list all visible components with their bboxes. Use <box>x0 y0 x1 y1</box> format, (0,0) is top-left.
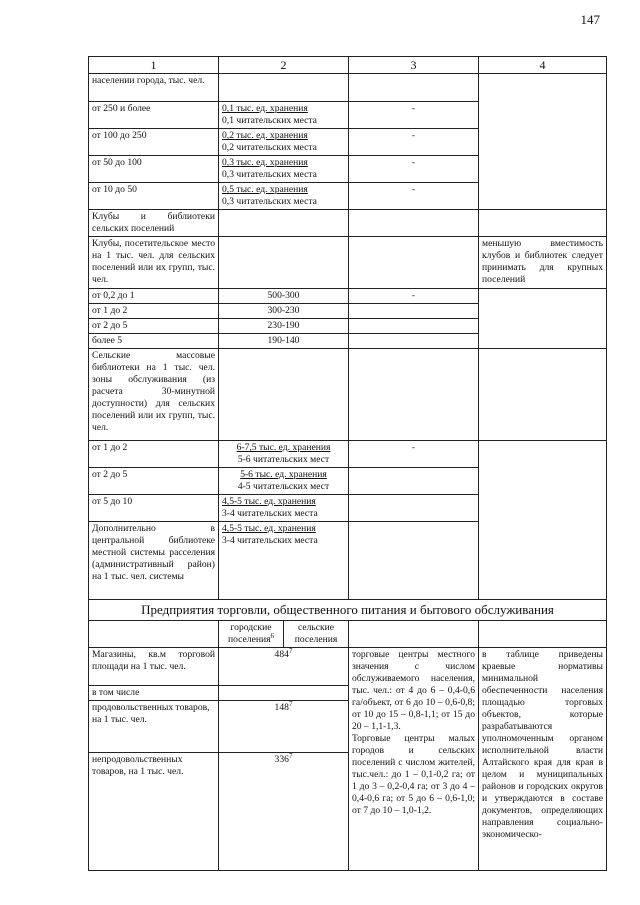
row-label: от 50 до 100 <box>89 156 219 183</box>
norm-cell <box>219 129 349 156</box>
norm-cell <box>219 74 349 102</box>
notes-cell: в таблице приведены краевые нормативы минимальной обеспеченности населения площадью торговых объектов, которые разрабатываются уполномоченным органом исполнительной власти Алтайского края для края в целом и муниципальных районов и городских округов и утверждаются в составе документов, определяющих направления социально-экономическо- <box>479 648 607 871</box>
footnote-mark: 7 <box>288 646 293 655</box>
footnote-mark: 6 <box>270 631 275 640</box>
reader-seats: 4-5 читательских мест <box>237 481 330 492</box>
norm-cell <box>219 468 349 495</box>
urban-header: городские поселения$^6$ <box>219 621 284 647</box>
row-label: более 5 <box>89 334 219 349</box>
table-row <box>89 349 607 441</box>
site-cell: - <box>349 156 479 183</box>
footnote-mark: 7 <box>288 699 293 708</box>
column-number: 2 <box>219 57 349 74</box>
row-label: продовольственных товаров, на 1 тыс. чел. <box>89 701 219 753</box>
storage-units: 6-7,5 тыс. ед. хранения <box>236 442 331 453</box>
table-row <box>89 441 607 468</box>
reader-seats: 5-6 читательских мест <box>237 454 330 465</box>
row-label: от 250 и более <box>89 102 219 129</box>
row-label: от 5 до 10 <box>89 495 219 522</box>
notes-cell: меньшую вместимость клубов и библиотек следует принимать для крупных поселений <box>479 237 607 289</box>
reader-seats: 0,3 читательских места <box>222 169 317 180</box>
row-label: в том числе <box>89 686 219 701</box>
norm-cell <box>219 156 349 183</box>
norms-table <box>88 56 607 871</box>
column-number: 4 <box>479 57 607 74</box>
norm-cell: 300-230 <box>219 304 349 319</box>
reader-seats: 0,3 читательских места <box>222 196 317 207</box>
norm-cell <box>219 441 349 468</box>
row-label: от 2 до 5 <box>89 468 219 495</box>
rural-header: сельские поселения <box>294 622 338 645</box>
norm-cell: $336^7$ <box>219 753 349 871</box>
table-row <box>89 74 607 102</box>
section-title: Предприятия торговли, общественного питания и бытового обслуживания <box>89 600 607 621</box>
table-row <box>89 289 607 304</box>
norm-cell <box>219 183 349 210</box>
norm-cell <box>219 102 349 129</box>
site-cell: - <box>349 129 479 156</box>
column-number-row <box>89 57 607 74</box>
site-cell: - <box>349 289 479 304</box>
site-cell: - <box>349 183 479 210</box>
norm-cell: $148^7$ <box>219 701 349 753</box>
reader-seats: 0,1 читательских места <box>222 115 317 126</box>
notes-cell <box>479 74 607 210</box>
norm-cell <box>219 522 349 600</box>
local-centers-text: торговые центры местного значения с числом обслуживаемого населения, тыс. чел.: от 4 до 6 – 0,4-0,6 га/объект, от 6 до 10 – 0,6-0,8; от 10 до 15 – 0,8-1,1; от 15 до 20 – 1,1-1,3. <box>352 649 475 732</box>
column-number: 1 <box>89 57 219 74</box>
storage-units: 4,5-5 тыс. ед. хранения <box>222 496 316 507</box>
column-number: 3 <box>349 57 479 74</box>
row-label: от 0,2 до 1 <box>89 289 219 304</box>
section-row <box>89 600 607 621</box>
storage-units: 4,5-5 тыс. ед. хранения <box>222 523 316 534</box>
row-label: от 10 до 50 <box>89 183 219 210</box>
reader-seats: 3-4 читательских места <box>222 508 318 519</box>
group-heading: Сельские массовые библиотеки на 1 тыс. чел. зоны обслуживания (из расчета 30-минутной доступности) для сельских поселений или их групп, тыс. чел. <box>89 349 219 441</box>
small-town-centers-text: Торговые центры малых городов и сельских поселений с числом жителей, тыс.чел.: до 1 – 0,1-0,2 га; от 1 до 3 – 0,2-0,4 га; от 3 до 4 – 0,4-0,6 га; от 5 до 6 – 0,6-1,0; от 7 до 10 – 1,0-1,2. <box>352 733 475 816</box>
row-label: от 2 до 5 <box>89 319 219 334</box>
norm-cell <box>219 495 349 522</box>
row-label: от 100 до 250 <box>89 129 219 156</box>
table-row <box>89 621 607 648</box>
norm-cell: 190-140 <box>219 334 349 349</box>
row-label: населении города, тыс. чел. <box>89 74 219 102</box>
site-cell <box>349 74 479 102</box>
storage-units: 0,1 тыс. ед. хранения <box>222 103 308 114</box>
site-cell <box>349 648 479 871</box>
table-row <box>89 210 607 237</box>
reader-seats: 0,2 читательских места <box>222 142 317 153</box>
table-row <box>89 648 607 686</box>
table-row <box>89 237 607 289</box>
norm-cell: 230-190 <box>219 319 349 334</box>
storage-units: 0,5 тыс. ед. хранения <box>222 184 308 195</box>
site-cell: - <box>349 102 479 129</box>
footnote-mark: 7 <box>288 751 293 760</box>
norm-cell: 500-300 <box>219 289 349 304</box>
site-cell: - <box>349 441 479 468</box>
page-number: 147 <box>580 12 600 27</box>
row-label: непродовольственных товаров, на 1 тыс. чел. <box>89 753 219 871</box>
row-label: Дополнительно в центральной библиотеке местной системы расселения (административный район) на 1 тыс. чел. системы <box>89 522 219 600</box>
row-label: Магазины, кв.м торговой площади на 1 тыс. чел. <box>89 648 219 686</box>
norm-cell: $484^7$ <box>219 648 349 686</box>
reader-seats: 3-4 читательских места <box>222 535 318 546</box>
row-label: от 1 до 2 <box>89 304 219 319</box>
storage-units: 0,2 тыс. ед. хранения <box>222 130 308 141</box>
storage-units: 5-6 тыс. ед. хранения <box>240 469 327 480</box>
row-label: от 1 до 2 <box>89 441 219 468</box>
group-heading: Клубы и библиотеки сельских поселений <box>89 210 219 237</box>
row-label: Клубы, посетительское место на 1 тыс. чел. для сельских поселений или их групп, тыс. чел. <box>89 237 219 289</box>
storage-units: 0,3 тыс. ед. хранения <box>222 157 308 168</box>
